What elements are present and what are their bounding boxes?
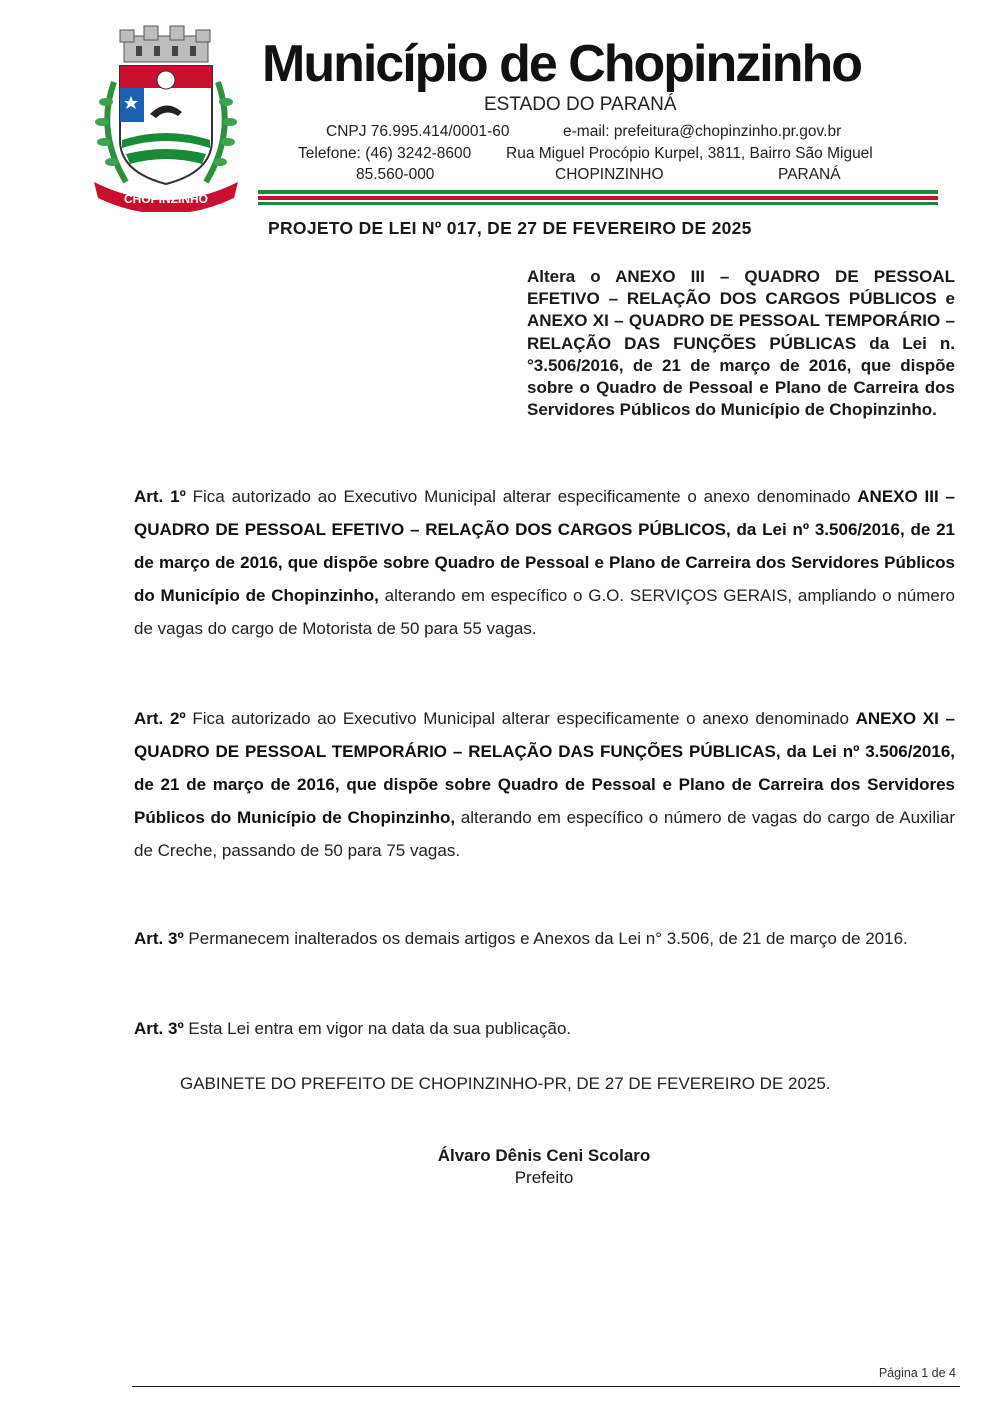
city-text: CHOPINZINHO — [555, 166, 664, 183]
article-2-label: Art. 2º — [134, 709, 186, 728]
article-4-text: Esta Lei entra em vigor na data da sua publicação. — [188, 1019, 572, 1038]
header-stripe-green-bottom — [258, 202, 938, 205]
municipality-title: Município de Chopinzinho — [262, 35, 862, 93]
article-3-label: Art. 3º — [134, 929, 184, 948]
email-text: e-mail: prefeitura@chopinzinho.pr.gov.br — [563, 123, 842, 140]
page-number: Página 1 de 4 — [878, 1366, 956, 1380]
article-1-bold: ANEXO III – QUADRO DE PESSOAL EFETIVO – RELAÇÃO DOS CARGOS PÚBLICOS, da Lei nº 3.506/2016, de 21 de março de 2016, que dispõe sobre Quadro de Pessoal e Plano de Carreira dos Servidores Públicos do Município de Chopinzinho, — [134, 487, 956, 605]
uf-text: PARANÁ — [778, 166, 841, 183]
article-3-text: Permanecem inalterados os demais artigos e Anexos da Lei n° 3.506, de 21 de março de 2016. — [188, 929, 908, 948]
municipal-crest-logo — [86, 22, 246, 212]
document-heading: PROJETO DE LEI Nº 017, DE 27 DE FEVEREIRO DE 2025 — [268, 218, 752, 238]
article-1-text-1: Fica autorizado ao Executivo Municipal alterar especificamente o anexo denominado — [192, 487, 851, 506]
article-1 — [134, 480, 955, 645]
cep-text: 85.560-000 — [356, 166, 435, 183]
article-1-text-2: alterando em específico o G.O. SERVIÇOS GERAIS, ampliando o número de vagas do cargo de Motorista de 50 para 55 vagas. — [134, 586, 955, 638]
article-2 — [134, 702, 955, 867]
article-2-text-1: Fica autorizado ao Executivo Municipal alterar especificamente o anexo denominado — [192, 709, 849, 728]
article-3 — [134, 922, 955, 955]
ementa: Altera o ANEXO III – QUADRO DE PESSOAL EFETIVO – RELAÇÃO DOS CARGOS PÚBLICOS e ANEXO XI – QUADRO DE PESSOAL TEMPORÁRIO – RELAÇÃO DAS FUNÇÕES PÚBLICAS da Lei n.°3.506/2016, de 21 de março de 2016, que dispõe sobre o Quadro de Pessoal e Plano de Carreira dos Servidores Públicos do Município de Chopinzinho. — [527, 267, 955, 420]
article-2-bold: ANEXO XI – QUADRO DE PESSOAL TEMPORÁRIO – RELAÇÃO DAS FUNÇÕES PÚBLICAS, da Lei nº 3.506/2016, de 21 de março de 2016, que dispõe sobre Quadro de Pessoal e Plano de Carreira dos Servidores Públicos do Município de Chopinzinho, — [134, 709, 955, 827]
signer-role: Prefeito — [514, 1168, 574, 1187]
article-2-text-2: alterando em específico o número de vagas do cargo de Auxiliar de Creche, passando de 50 para 75 vagas. — [134, 808, 955, 860]
header-stripe-green — [258, 190, 938, 194]
address-text: Rua Miguel Procópio Kurpel, 3811, Bairro São Miguel — [506, 145, 873, 162]
header-stripe-red — [258, 196, 938, 200]
signer-name: Álvaro Dênis Ceni Scolaro — [437, 1146, 651, 1165]
crest-ribbon-text: CHOPINZINHO — [124, 192, 208, 206]
state-name: ESTADO DO PARANÁ — [484, 94, 677, 115]
phone-text: Telefone: (46) 3242-8600 — [298, 145, 472, 162]
footer-divider — [132, 1386, 960, 1387]
article-4 — [134, 1012, 955, 1045]
gabinete-line: GABINETE DO PREFEITO DE CHOPINZINHO-PR, DE 27 DE FEVEREIRO DE 2025. — [180, 1074, 831, 1093]
cnpj-text: CNPJ 76.995.414/0001-60 — [326, 123, 510, 140]
article-4-label: Art. 3º — [134, 1019, 184, 1038]
article-1-label: Art. 1º — [134, 487, 186, 506]
